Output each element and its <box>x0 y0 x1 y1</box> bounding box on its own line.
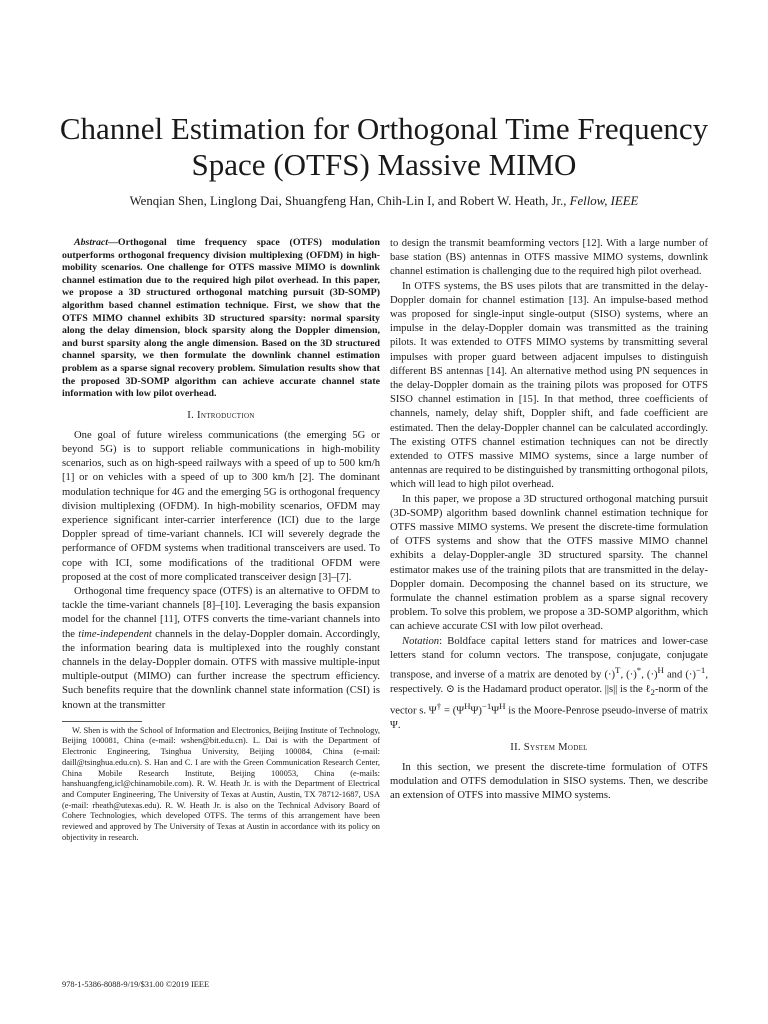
footnote-rule <box>62 721 142 722</box>
notation-text-a: : Boldface capital letters stand for matrices and lower-case letters stand for column vectors. The transpose, conjugate, conjugate transpose, and inverse of a matrix are denoted by (·) <box>390 635 708 681</box>
author-affiliation-footnote: W. Shen is with the School of Information and Electronics, Beijing Institute of Technology, Beijing 100081, China (e-mail: wshen@bit.edu.cn). L. Dai is with the Department of Electronic Engineering, Tsinghua University, Beijing 100084, China (e-mail: daill@tsinghua.edu.cn). S. Han and C. I are with the Green Communication Research Center, China Mobile Research Institute, Beijing 100053, China (e-mails: hanshuangfeng,icl@chinamobile.com). R. W. Heath Jr. is with the Department of Electrical and Computer Engineering, The University of Texas at Austin, Austin, TX 78712-1687, USA (e-mail: rheath@utexas.edu). R. W. Heath Jr. is also on the Technical Advisory Board of Cohere Technologies, which developed OTFS. The terms of this arrangement have been reviewed and approved by The University of Texas at Austin in accordance with its policy on objectivity in research. <box>62 725 380 842</box>
notation-sup-h-3: H <box>499 701 506 712</box>
intro-paragraph-2-part-a: Orthogonal time frequency space (OTFS) is an alternative to OFDM to tackle the time-variant channels [8]–[10]. Leveraging the basis expansion model for the channel [11], OTFS converts the time-variant channels into the <box>62 585 380 640</box>
section-heading-introduction: I. Introduction <box>187 409 255 421</box>
notation-paragraph <box>390 635 708 733</box>
notation-sup-star: * <box>636 665 642 676</box>
left-column <box>62 237 380 844</box>
author-list <box>40 193 728 209</box>
system-model-paragraph-1: In this section, we present the discrete-time formulation of OTFS modulation and OTFS demodulation in SISO systems. Then, we describe an extension of OTFS into massive MIMO systems. <box>390 762 708 802</box>
author-names: Wenqian Shen, Linglong Dai, Shuangfeng Han, Chih-Lin I, and Robert W. Heath, Jr., <box>129 194 570 208</box>
intro-paragraph-2-continued: to design the transmit beamforming vectors [12]. With a large number of base station (BS) antennas in OTFS massive MIMO systems, downlink channel estimation is challenging due to the required high pilot overhead. <box>390 238 708 278</box>
notation-text-g: = (Ψ <box>441 705 465 717</box>
notation-text-f: -norm of the vector s. Ψ <box>390 683 708 717</box>
intro-paragraph-2-part-b: channels in the delay-Doppler domain. Accordingly, the information bearing data is multiplexed into the roughly constant channels in the delay-Doppler domain. OTFS with massive multiple-input multiple-output (MIMO) can further increase the spectrum efficiency. Such benefits require that the downlink channel state information (CSI) is known at the transmitter <box>62 628 380 711</box>
notation-text-i: Ψ <box>491 705 500 717</box>
abstract-text: —Orthogonal time frequency space (OTFS) modulation outperforms orthogonal frequency division multiplexing (OFDM) in high-mobility scenarios. One challenge for OTFS massive MIMO is downlink channel estimation due to the required high pilot overhead. In this paper, we propose a 3D structured orthogonal matching pursuit (3D-SOMP) algorithm based channel estimation technique. First, we show that the OTFS MIMO channel exhibits 3D structured sparsity: normal sparsity along the delay dimension, block sparsity along the Doppler dimension, and burst sparsity along the angle dimension. Based on the 3D structured channel sparsity, we then formulate the downlink channel estimation problem as a sparse signal recovery problem. Simulation results show that the proposed 3D-SOMP algorithm can achieve accurate channel state information with low pilot overhead. <box>62 237 380 400</box>
notation-sup-dagger: † <box>436 701 442 712</box>
paper-title-line-1: Channel Estimation for Orthogonal Time Frequency <box>59 111 709 146</box>
author-fellow-title: Fellow, IEEE <box>569 194 639 208</box>
intro-paragraph-1: One goal of future wireless communications (the emerging 5G or beyond 5G) is to support reliable communications in high-mobility scenarios, such as on high-speed railways with a speed of up to 500 km/h [1] or on vehicles with a speed of up to 300 km/h [2]. The dominant modulation technique for 4G and the emerging 5G is orthogonal frequency division multiplexing (OFDM). In high-mobility scenarios, OFDM may experience significant inter-carrier interference (ICI) due to the large Doppler spread of time-variant channels. ICI will severely degrade the performance of OFDM systems when traditional transceivers are used. To cope with ICI, some modifications of the traditional OFDM were proposed at the cost of more complicated transceiver design [3]–[7]. <box>62 429 380 583</box>
paper-title <box>40 111 728 183</box>
notation-sup-inverse-2: −1 <box>481 701 492 712</box>
section-heading-system-model: II. System Model <box>510 742 588 754</box>
notation-sup-h-2: H <box>464 701 471 712</box>
notation-text-j: is the Moore-Penrose pseudo-inverse of matrix Ψ. <box>390 705 708 731</box>
notation-text-c: , (·) <box>641 669 658 681</box>
notation-text-h: Ψ) <box>470 705 482 717</box>
intro-paragraph-3: In OTFS systems, the BS uses pilots that are transmitted in the delay-Doppler domain for channel estimation [13]. An impulse-based method was proposed for single-input single-output (SISO) systems, where an impulse in the delay-Doppler domain was transmitted as the training pilots. It was extended to OTFS MIMO systems by transmitting several impulses with proper guard between adjacent impulses to distinguish different BS antennas [14]. An alternative method using PN sequences in the delay-Doppler domain as the training pilots was proposed for OTFS SISO channel estimation in [15]. In that method, three coefficients of channels, namely, delay shift, Doppler shift, and fade coefficient are estimated. Then the delay-Doppler channel can be calculated accordingly. The existing OTFS channel estimation techniques can not be directly extended to OTFS massive MIMO systems, since a large number of antennas are required to be distinguished by transmitting orthogonal pilots, which will lead to high pilot overhead. <box>390 280 708 491</box>
paper-title-line-2: Space (OTFS) Massive MIMO <box>191 147 577 182</box>
abstract <box>62 237 380 401</box>
abstract-label: Abstract <box>74 237 109 248</box>
copyright-notice: 978-1-5386-8088-9/19/$31.00 ©2019 IEEE <box>62 980 210 989</box>
notation-text-e: , respectively. ⊙ is the Hadamard product operator. ||s|| is the ℓ <box>390 669 708 695</box>
notation-sup-h: H <box>657 665 664 676</box>
notation-sub-2: 2 <box>650 686 655 697</box>
right-column <box>390 237 708 804</box>
notation-label: Notation <box>402 635 440 647</box>
notation-sup-inverse: −1 <box>695 665 706 676</box>
intro-paragraph-2 <box>62 585 380 713</box>
notation-text-d: and (·) <box>663 669 696 681</box>
intro-paragraph-4: In this paper, we propose a 3D structured orthogonal matching pursuit (3D-SOMP) algorithm based downlink channel estimation technique for OTFS massive MIMO systems. We present the discrete-time formulation of OTFS systems and show that the OTFS massive MIMO channel exhibits a delay-Doppler-angle 3D structured sparsity. The channel estimator makes use of the training pilots that are transmitted in the delay-Doppler domain. Decomposing the channel based on its structure, we formulate the channel estimation problem as a sparse signal recovery problem. To solve this problem, we propose a 3D-SOMP algorithm, which can achieve accurate CSI with low pilot overhead. <box>390 493 708 633</box>
intro-paragraph-2-emphasis: time-independent <box>78 628 152 640</box>
notation-sup-t: T <box>615 665 621 676</box>
notation-text-b: , (·) <box>620 669 637 681</box>
